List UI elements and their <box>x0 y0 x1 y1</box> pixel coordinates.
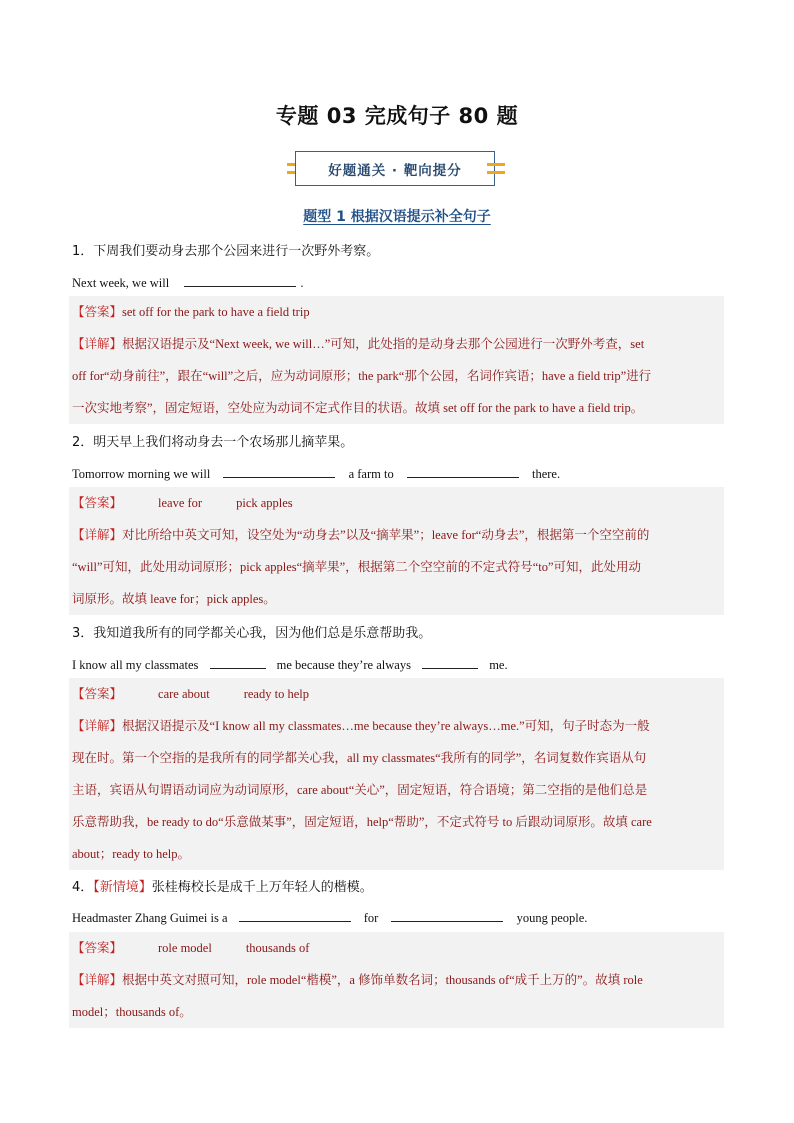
question-1-sentence <box>72 274 303 291</box>
detail-text: 根据中英文对照可知，role model“楷模”，a 修饰单数名词；thousands of“成千上万的”。故填 role <box>122 973 643 987</box>
answer-tag: 【答案】 <box>72 686 123 701</box>
question-3-sentence <box>72 656 508 673</box>
detail-text: 一次实地考察”，固定短语，空处应为动词不定式作目的状语。故填 set off for the park to have a field trip。 <box>72 401 644 415</box>
detail-text: about；ready to help。 <box>72 847 191 861</box>
sentence-part: me because they’re always <box>276 658 411 672</box>
detail-text: off for“动身前往”，跟在“will”之后，应为动词原形；the park“那个公园，名词作宾语；have a field trip”进行 <box>72 369 652 383</box>
section-title <box>0 206 794 226</box>
detail-text: 根据汉语提示及“Next week, we will…”可知，此处指的是动身去那个公园进行一次野外考查，set <box>122 337 645 351</box>
question-2-answer-box <box>69 487 724 615</box>
sentence-part: I know all my classmates <box>72 658 199 672</box>
answer-blank <box>210 656 266 669</box>
question-text: 张桂梅校长是成千上万年轻人的楷模。 <box>151 880 373 895</box>
sentence-part: for <box>363 911 379 925</box>
sentence-end: . <box>300 276 304 290</box>
sentence-part: Headmaster Zhang Guimei is a <box>72 911 228 925</box>
answer-line <box>72 487 721 519</box>
detail-text: 现在时。第一个空指的是我所有的同学都关心我，all my classmates“我所有的同学”，名词复数作宾语从句 <box>72 751 647 765</box>
answer-tag: 【答案】 <box>72 940 123 955</box>
answer-line <box>72 678 721 710</box>
question-3-prompt <box>72 622 431 641</box>
answer-blank <box>422 656 478 669</box>
detail-text: model；thousands of。 <box>72 1005 192 1019</box>
answer-tag: 【答案】 <box>72 495 123 510</box>
banner: 好题通关 · 靶向提分 <box>295 151 495 186</box>
question-3-answer-box <box>69 678 724 870</box>
detail-tag: 【详解】 <box>72 527 123 542</box>
sentence-part: Next week, we will <box>72 276 170 290</box>
detail-line <box>72 710 721 742</box>
page-title: 专题 03 完成句子 80 题 <box>275 104 519 128</box>
question-number: 1． <box>72 244 94 259</box>
detail-text: 根据汉语提示及“I know all my classmates…me because they’re always…me.”可知，句子时态为一般 <box>122 719 650 733</box>
detail-text: 对比所给中英文可知，设空处为“动身去”以及“摘苹果”；leave for“动身去”，根据第一个空空前的 <box>122 528 650 542</box>
detail-text: 乐意帮助我，be ready to do“乐意做某事”，固定短语，help“帮助”，不定式符号 to 后跟动词原形。故填 care <box>72 815 652 829</box>
question-1-answer-box <box>69 296 724 424</box>
sentence-part: Tomorrow morning we will <box>72 467 211 481</box>
question-text: 我知道我所有的同学都关心我，因为他们总是乐意帮助我。 <box>93 626 432 641</box>
answer-tag: 【答案】 <box>72 304 123 319</box>
question-4-sentence <box>72 909 587 926</box>
sentence-end: young people. <box>516 911 588 925</box>
answer-blank <box>223 465 335 478</box>
question-text: 下周我们要动身去那个公园来进行一次野外考察。 <box>93 244 380 259</box>
answer-text: thousands of <box>245 941 310 955</box>
question-2-sentence <box>72 465 560 482</box>
answer-text: role model <box>158 941 212 955</box>
detail-tag: 【详解】 <box>72 336 123 351</box>
answer-text: set off for the park to have a field trip <box>122 305 310 319</box>
detail-text: “will”可知，此处用动词原形；pick apples“摘苹果”，根据第二个空空前的不定式符号“to”可知，此处用动 <box>72 560 642 574</box>
context-tag: 【新情境】 <box>93 880 152 895</box>
answer-blank <box>391 909 503 922</box>
question-text: 明天早上我们将动身去一个农场那儿摘苹果。 <box>93 435 354 450</box>
detail-line <box>72 519 721 551</box>
answer-blank <box>407 465 519 478</box>
question-number: 3． <box>72 626 94 641</box>
detail-line <box>72 328 721 360</box>
answer-text: leave for <box>158 496 203 510</box>
question-number: 2． <box>72 435 94 450</box>
sentence-end: me. <box>489 658 508 672</box>
section-title-text: 题型 1 根据汉语提示补全句子 <box>303 209 491 225</box>
detail-text: 主语，宾语从句谓语动词应为动词原形，care about“关心”，固定短语，符合语境；第二空指的是他们总是 <box>72 783 648 797</box>
question-1-prompt <box>72 240 379 259</box>
detail-tag: 【详解】 <box>72 972 123 987</box>
question-4-answer-box <box>69 932 724 1028</box>
answer-text: pick apples <box>236 496 293 510</box>
question-number: 4． <box>72 880 94 895</box>
answer-line <box>72 932 721 964</box>
answer-blank <box>239 909 351 922</box>
banner-right-decoration <box>487 160 505 178</box>
question-2-prompt <box>72 431 353 450</box>
question-4-prompt <box>72 876 373 895</box>
answer-blank <box>184 274 296 287</box>
detail-line <box>72 964 721 996</box>
sentence-part: a farm to <box>348 467 394 481</box>
sentence-end: there. <box>531 467 561 481</box>
detail-text: 词原形。故填 leave for；pick apples。 <box>72 592 276 606</box>
answer-text: ready to help <box>243 687 309 701</box>
answer-text: care about <box>158 687 210 701</box>
answer-line <box>72 296 721 328</box>
detail-tag: 【详解】 <box>72 718 123 733</box>
